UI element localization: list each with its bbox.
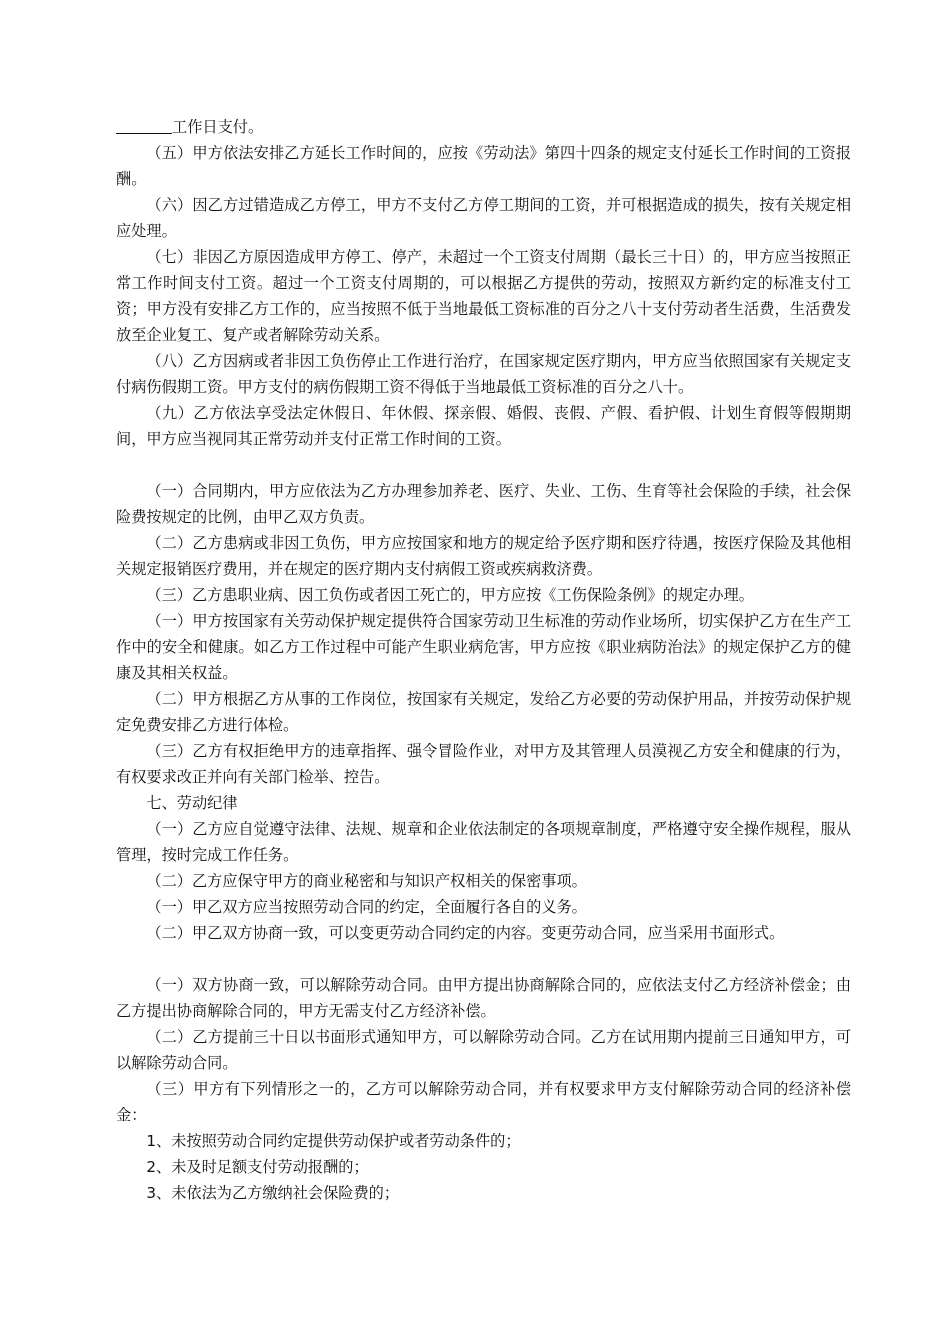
- paragraph-holiday-pay: （九）乙方依法享受法定休假日、年休假、探亲假、婚假、丧假、产假、看护假、计划生育假等假期期间，甲方应当视同其正常劳动并支付正常工作时间的工资。: [116, 404, 851, 448]
- paragraph-obey-rules: （一）乙方应自觉遵守法律、法规、规章和企业依法制定的各项规章制度，严格遵守安全操作规程，服从管理，按时完成工作任务。: [116, 820, 851, 864]
- paragraph-protective-equipment: （二）甲方根据乙方从事的工作岗位，按国家有关规定，发给乙方必要的劳动保护用品，并按劳动保护规定免费安排乙方进行体检。: [116, 690, 851, 734]
- section-gap: [116, 946, 851, 972]
- paragraph-fault-stoppage: （六）因乙方过错造成乙方停工，甲方不支付乙方停工期间的工资，并可根据造成的损失，按有关规定相应处理。: [116, 196, 851, 240]
- blank-underline: [116, 115, 172, 134]
- paragraph-work-injury: （三）乙方患职业病、因工负伤或者因工死亡的，甲方应按《工伤保险条例》的规定办理。: [146, 586, 754, 604]
- section-gap: [116, 452, 851, 478]
- paragraph-nonfault-stoppage: （七）非因乙方原因造成甲方停工、停产，未超过一个工资支付周期（最长三十日）的，甲方应当按照正常工作时间支付工资。超过一个工资支付周期的，可以根据乙方提供的劳动，按照双方新约定的标准支付工资；甲方没有安排乙方工作的，应当按照不低于当地最低工资标准的百分之八十支付劳动者生活费，生活费发放至企业复工、复产或者解除劳动关系。: [116, 248, 851, 344]
- paragraph-payday: [116, 114, 851, 140]
- paragraph-notice-termination: （二）乙方提前三十日以书面形式通知甲方，可以解除劳动合同。乙方在试用期内提前三日通知甲方，可以解除劳动合同。: [116, 1028, 851, 1072]
- paragraph-refuse-risky-work: （三）乙方有权拒绝甲方的违章指挥、强令冒险作业，对甲方及其管理人员漠视乙方安全和健康的行为，有权要求改正并向有关部门检举、控告。: [116, 742, 851, 786]
- list-item: 1、未按照劳动合同约定提供劳动保护或者劳动条件的；: [146, 1132, 521, 1150]
- paragraph-mutual-termination: （一）双方协商一致，可以解除劳动合同。由甲方提出协商解除合同的，应依法支付乙方经济补偿金；由乙方提出协商解除合同的，甲方无需支付乙方经济补偿。: [116, 976, 851, 1020]
- paragraph-confidentiality: （二）乙方应保守甲方的商业秘密和与知识产权相关的保密事项。: [146, 872, 587, 890]
- paragraph-fulfill-obligations: （一）甲乙双方应当按照劳动合同的约定，全面履行各自的义务。: [146, 898, 587, 916]
- document-body: [116, 114, 851, 1206]
- paragraph-labor-protection: （一）甲方按国家有关劳动保护规定提供符合国家劳动卫生标准的劳动作业场所，切实保护乙方在生产工作中的安全和健康。如乙方工作过程中可能产生职业病危害，甲方应按《职业病防治法》的规定保护乙方的健康及其相关权益。: [116, 612, 851, 682]
- paragraph-contract-change: （二）甲乙双方协商一致，可以变更劳动合同约定的内容。变更劳动合同，应当采用书面形式。: [146, 924, 785, 942]
- list-item: 3、未依法为乙方缴纳社会保险费的；: [146, 1184, 400, 1202]
- paragraph-medical-period: （二）乙方患病或非因工负伤，甲方应按国家和地方的规定给予医疗期和医疗待遇，按医疗保险及其他相关规定报销医疗费用，并在规定的医疗期内支付病假工资或疾病救济费。: [116, 534, 851, 578]
- list-item: 2、未及时足额支付劳动报酬的；: [146, 1158, 369, 1176]
- paragraph-employee-termination-rights: （三）甲方有下列情形之一的，乙方可以解除劳动合同，并有权要求甲方支付解除劳动合同的经济补偿金：: [116, 1080, 851, 1124]
- paragraph-overtime-pay: （五）甲方依法安排乙方延长工作时间的，应按《劳动法》第四十四条的规定支付延长工作时间的工资报酬。: [116, 144, 851, 188]
- paragraph-sick-leave-pay: （八）乙方因病或者非因工负伤停止工作进行治疗，在国家规定医疗期内，甲方应当依照国家有关规定支付病伤假期工资。甲方支付的病伤假期工资不得低于当地最低工资标准的百分之八十。: [116, 352, 851, 396]
- paragraph-social-insurance: （一）合同期内，甲方应依法为乙方办理参加养老、医疗、失业、工伤、生育等社会保险的手续，社会保险费按规定的比例，由甲乙双方负责。: [116, 482, 851, 526]
- paragraph-text: 工作日支付。: [172, 118, 264, 136]
- section-heading-labor-discipline: 七、劳动纪律: [146, 794, 238, 812]
